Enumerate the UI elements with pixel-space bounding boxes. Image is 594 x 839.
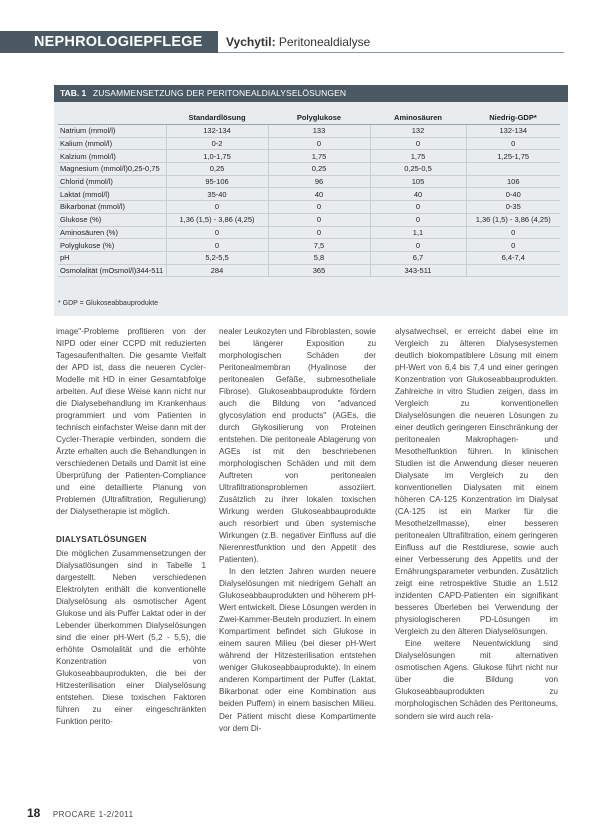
- row-label: Kalium (mmol/l): [58, 137, 166, 150]
- table-cell: 0: [466, 137, 560, 150]
- page-footer: [27, 804, 134, 822]
- table-footnote: * GDP = Glukoseabbauprodukte: [58, 300, 159, 307]
- section-bar: [0, 31, 218, 53]
- row-label: pH: [58, 251, 166, 264]
- table-cell: [466, 264, 560, 277]
- table-cell: 0-35: [466, 201, 560, 214]
- table-title: ZUSAMMENSETZUNG DER PERITONEALDIALYSELÖSUNGEN: [93, 88, 347, 98]
- table-cell: 0,25-0,5: [370, 163, 466, 176]
- text-column-2: [219, 326, 376, 735]
- table-row: [58, 264, 560, 277]
- table-cell: 132: [370, 125, 466, 138]
- table-cell: 1,75: [268, 150, 370, 163]
- table-cell: 0: [166, 239, 268, 252]
- table-cell: 0: [370, 201, 466, 214]
- table-row: [58, 239, 560, 252]
- table-cell: 7,5: [268, 239, 370, 252]
- table-cell: 1,75: [370, 150, 466, 163]
- table-cell: 132-134: [166, 125, 268, 138]
- column-header: [58, 110, 166, 125]
- table-cell: 0: [466, 239, 560, 252]
- column-header: Standardlösung: [166, 110, 268, 125]
- table-cell: 0: [268, 213, 370, 226]
- table-cell: 0: [370, 239, 466, 252]
- journal-name: PROCARE 1-2/2011: [52, 810, 134, 819]
- table-row: [58, 226, 560, 239]
- table-cell: 0: [268, 226, 370, 239]
- table-row: [58, 150, 560, 163]
- row-label: Natrium (mmol/l): [58, 125, 166, 138]
- page-number: 18: [27, 806, 41, 820]
- table-cell: 0,25: [268, 163, 370, 176]
- table-cell: 0-40: [466, 188, 560, 201]
- table-cell: 96: [268, 175, 370, 188]
- table-cell: 0: [370, 137, 466, 150]
- table-cell: 1,1: [370, 226, 466, 239]
- table-cell: 40: [370, 188, 466, 201]
- text-column-3: [395, 326, 558, 723]
- paragraph: Die möglichen Zusammensetzungen der Dialysatlösungen sind in Tabelle 1 dargestellt. Neben verschiedenen Elektrolyten enthält die konventionelle Dialyselösung als osmotischer Agent Glukose und als Puffer Laktat oder in der Lebender überkommen Dialyselösungen sind die einer pH-Wert (5,2 - 5,5), die erhöhte Osmolalität und die erhöhte Konzentration von Glukoseabbauprodukten, die bei der Hitzesterilisation einer Dialyselösung entstehen. Diese toxischen Faktoren führen zu einer eingeschränkten Funktion perito-: [56, 549, 206, 727]
- section-heading: DIALYSATLÖSUNGEN: [56, 535, 147, 545]
- row-label: Glukose (%): [58, 213, 166, 226]
- row-label: Laktat (mmol/l): [58, 188, 166, 201]
- table-cell: [466, 163, 560, 176]
- table-row: [58, 137, 560, 150]
- row-label: Osmolalität (mOsmol/l)344-511: [58, 264, 166, 277]
- page-header: [0, 31, 594, 53]
- table-cell: 0: [268, 201, 370, 214]
- table-cell: 343-511: [370, 264, 466, 277]
- table-label: TAB. 1: [60, 88, 87, 98]
- paragraph: nealer Leukozyten und Fibroblasten, sowie bei längerer Exposition zu morphologischen Schäden der Peritonealmembran (Hyalinose der peritonealen Gefäße, submesotheliale Fibrose). Glukoseabbauprodukte fördern auch die Bildung von "advanced glycosylation end products" (AGEs, die durch Glykosilierung von Proteinen entstehen. Die peritoneale Ablagerung von AGEs ist mit den beschriebenen morphologischen Schäden und mit dem Auftreten von peritonealen Ultrafiltrationsproblemen assoziiert. Zusätzlich zu ihrer lokalen toxischen Wirkung werden Glukoseabbauprodukte auch resorbiert und üben systemische Wirkungen (z.B. negativer Einfluss auf die Nierenrestfunktion und den Appetit des Patienten).: [219, 327, 376, 565]
- table-row: [58, 175, 560, 188]
- table-cell: 133: [268, 125, 370, 138]
- table-cell: 6,4-7,4: [466, 251, 560, 264]
- table-cell: 5,8: [268, 251, 370, 264]
- table-cell: 284: [166, 264, 268, 277]
- table-title-bar: [54, 85, 568, 102]
- table-cell: 105: [370, 175, 466, 188]
- composition-table: [58, 110, 560, 277]
- paragraph: alysatwechsel, er erreicht dabei eine im Vergleich zu älteren Dialysesystemen deutlich biokompatiblere Lösung mit einem pH-Wert von 6,4 bis 7,4 und einer geringen Konzentration von Glukoseabbauprodukten. Zahlreiche in vitro Studien zeigen, dass im Vergleich zu konventionellen Dialyselösungen die neueren Lösungen zu einer deutlich geringeren Einschränkung der peritonealen Makrophagen- und Mesothelfunktion führen. In klinischen Studien ist die Anwendung dieser neueren Dialysate im Vergleich zu den konventionellen Dialysaten mit einem höheren CA-125 Konzentration im Dialysat (CA-125 ist ein Marker für die Mesothelzellmasse), einer besseren peritonealen Ultrafiltration, einem geringeren Einfluss auf die Restdiurese, sowie auch einer Verbesserung des Appetits und der Ernährungsparameter verbunden. Zusätzlich zeigt eine retrospektive Studie an 1.512 inzidenten CAPD-Patienten ein signifikant besseres Überleben bei Verwendung der physiologischeren PD-Lösungen im Vergleich zu den älteren Dialyselösungen.: [395, 327, 558, 637]
- paragraph: In den letzten Jahren wurden neuere Dialyselösungen mit niedrigem Gehalt an Glukoseabbauprodukten und höherem pH-Wert entwickelt. Diese Lösungen werden in Zwei-Kammer-Beuteln produziert. In einem Kompartiment befindet sich Glukose in einem sauren Milieu (bei dieser pH-Wert während der Hitzesterilisation entstehen weniger Glukoseabbauprodukte). In einem anderen Kompartiment der Puffer (Laktat, Bikarbonat oder eine Kombination aus beiden Puffern) in einem basischen Milieu. Der Patient mischt diese Kompartimente vor dem Di-: [219, 567, 376, 733]
- table-cell: 40: [268, 188, 370, 201]
- table-cell: 1,36 (1,5) - 3,86 (4,25): [466, 213, 560, 226]
- table-cell: 1,36 (1,5) - 3,86 (4,25): [166, 213, 268, 226]
- table-cell: 0: [370, 213, 466, 226]
- article-author: Vychytil:: [226, 35, 276, 49]
- table-cell: 0,25: [166, 163, 268, 176]
- row-label: Magnesium (mmol/l)0,25-0,75: [58, 163, 166, 176]
- table-cell: 5,2-5,5: [166, 251, 268, 264]
- table-cell: 365: [268, 264, 370, 277]
- table-cell: 6,7: [370, 251, 466, 264]
- table-cell: 35-40: [166, 188, 268, 201]
- article-topic: Peritonealdialyse: [278, 35, 371, 49]
- text-column-1: [56, 326, 206, 729]
- table-cell: 0-2: [166, 137, 268, 150]
- paragraph: Eine weitere Neuentwicklung sind Dialyselösungen mit alternativen osmotischen Agens. Glukose führt nicht nur über die Bildung von Glukoseabbauprodukten zu morphologischen Schäden des Peritoneums, sondern sie wird auch rela-: [395, 639, 558, 721]
- header-rule: [218, 52, 564, 53]
- table-row: [58, 125, 560, 138]
- article-subtitle: [226, 35, 370, 49]
- table-cell: 132-134: [466, 125, 560, 138]
- table-row: [58, 251, 560, 264]
- row-label: Kalzium (mmol/l): [58, 150, 166, 163]
- table-cell: 0: [466, 226, 560, 239]
- table-cell: 0: [268, 137, 370, 150]
- row-label: Chlorid (mmol/l): [58, 175, 166, 188]
- column-header: Niedrig-GDP*: [466, 110, 560, 125]
- table-cell: 1,25-1,75: [466, 150, 560, 163]
- paragraph: image"-Probleme profitieren von der NIPD oder einer CCPD mit reduzierten Tagesaufenthalten. Die gesamte Vielfalt der APD ist, dass die neueren Cycler-Modelle mit HD in einer Gesamtabfolge arbeiten. Auf diese Weise kann nicht nur die Dialysebehandlung im Krankenhaus programmiert und vom Patienten in technisch einfachster Weise dann mit der Cycler-Therapie verbinden, sondern die Ärzte erhalten auch die Behandlungen in verschiedenen Details und Damit ist eine Überprüfung der Patienten-Compliance und eine detaillierte Planung von Problemen (Ultrafiltration, Regulierung) der Dialysetherapie ist möglich.: [56, 327, 206, 517]
- table-row: [58, 201, 560, 214]
- table-cell: 95-106: [166, 175, 268, 188]
- table-cell: 1,0-1,75: [166, 150, 268, 163]
- table-cell: 106: [466, 175, 560, 188]
- table-header-row: [58, 110, 560, 125]
- column-header: Polyglukose: [268, 110, 370, 125]
- row-label: Bikarbonat (mmol/l): [58, 201, 166, 214]
- table-cell: 0: [166, 201, 268, 214]
- table-row: [58, 213, 560, 226]
- table-row: [58, 163, 560, 176]
- table-row: [58, 188, 560, 201]
- row-label: Aminosäuren (%): [58, 226, 166, 239]
- row-label: Polyglukose (%): [58, 239, 166, 252]
- table-cell: 0: [166, 226, 268, 239]
- section-title: NEPHROLOGIEPFLEGE: [34, 34, 203, 50]
- column-header: Aminosäuren: [370, 110, 466, 125]
